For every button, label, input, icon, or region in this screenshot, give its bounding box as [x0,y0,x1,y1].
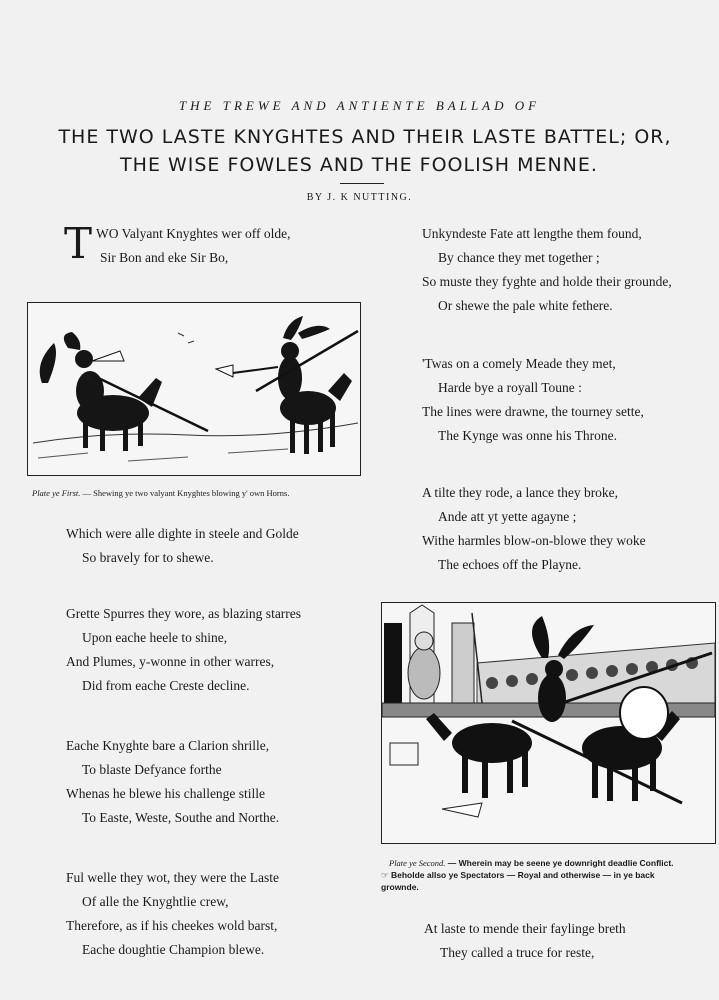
plate-first-label: Plate ye First. [32,488,81,498]
right-stanza-3 [422,481,646,577]
left-stanza-5 [66,866,279,962]
verse-line: 'Twas on a comely Meade they met, [422,356,616,371]
verse-line: Ande att yt yette agayne ; [438,509,577,524]
verse-line: To blaste Defyance forthe [82,762,222,777]
verse-line: And Plumes, y-wonne in other warres, [66,654,275,669]
verse-line: Which were alle dighte in steele and Golde [66,526,299,541]
verse-line: So muste they fyghte and holde their grounde, [422,274,672,289]
verse-line: Whenas he blewe his challenge stille [66,786,266,801]
verse-line: By chance they met together ; [438,250,600,265]
plate-second-line-3 [381,881,719,893]
verse-line: The echoes off the Playne. [438,557,582,572]
verse-line: Ful welle they wot, they were the Laste [66,870,279,885]
plate-second-illustration [381,602,716,844]
left-stanza-2 [66,522,299,570]
verse-line: Unkyndeste Fate att lengthe them found, [422,226,642,241]
verse-line: At laste to mende their faylinge breth [424,921,626,936]
verse-line: They called a truce for reste, [440,945,595,960]
byline: BY J. K NUTTING. [306,192,413,203]
plate-second-text-1: — Wherein may be seene ye downright deadlie Conflict. [445,858,674,868]
verse-line: So bravely for to shewe. [82,550,214,565]
verse-line: Upon eache heele to shine, [82,630,228,645]
verse-line: The lines were drawne, the tourney sette, [422,404,644,419]
plate-second-line-2 [381,869,719,881]
right-stanza-4 [424,917,626,965]
plate-first-text: — Shewing ye two valyant Knyghtes blowing y' own Horns. [80,488,290,498]
verse-line: WO Valyant Knyghtes wer off olde, [96,226,291,241]
verse-line: Or shewe the pale white fethere. [438,298,613,313]
drop-cap: T [64,219,93,268]
verse-line: Sir Bon and eke Sir Bo, [100,250,229,265]
plate-first-illustration [27,302,361,476]
left-stanza-3 [66,602,301,698]
verse-line: Of alle the Knyghtlie crew, [82,894,229,909]
title-rule [340,183,384,184]
verse-line: Harde bye a royall Toune : [438,380,582,395]
jousting-knights-illustration [28,303,360,475]
right-stanza-2 [422,352,644,448]
verse-line: Eache Knyghte bare a Clarion shrille, [66,738,270,753]
verse-line: Grette Spurres they wore, as blazing starres [66,606,302,621]
main-title-line2: THE WISE FOWLES AND THE FOOLISH MENNE. [120,154,598,176]
plate-second-text-2: Beholde allso ye Spectators — Royal and otherwise — in ye back [388,870,655,880]
plate-second-text-3: grownde. [381,882,419,892]
left-stanza-4 [66,734,279,830]
right-stanza-1 [422,222,672,318]
plate-second-caption [381,857,719,893]
verse-line: Did from eache Creste decline. [82,678,250,693]
plate-first-caption [32,487,289,499]
verse-line: Therefore, as if his cheekes wold barst, [66,918,278,933]
pointing-hand-icon: ☞ [381,870,389,880]
verse-line: Withe harmles blow-on-blowe they woke [422,533,646,548]
left-stanza-1 [96,222,290,270]
plate-second-line-1 [389,857,719,869]
verse-line: The Kynge was onne his Throne. [438,428,617,443]
tournament-conflict-illustration [382,603,715,843]
verse-line: Eache doughtie Champion blewe. [82,942,265,957]
verse-line: A tilte they rode, a lance they broke, [422,485,619,500]
plate-second-label: Plate ye Second. [389,858,446,868]
kicker-title: THE TREWE AND ANTIENTE BALLAD OF [178,98,541,113]
verse-line: To Easte, Weste, Southe and Northe. [82,810,280,825]
main-title-line1: THE TWO LASTE KNYGHTES AND THEIR LASTE BATTEL; OR, [58,126,672,148]
